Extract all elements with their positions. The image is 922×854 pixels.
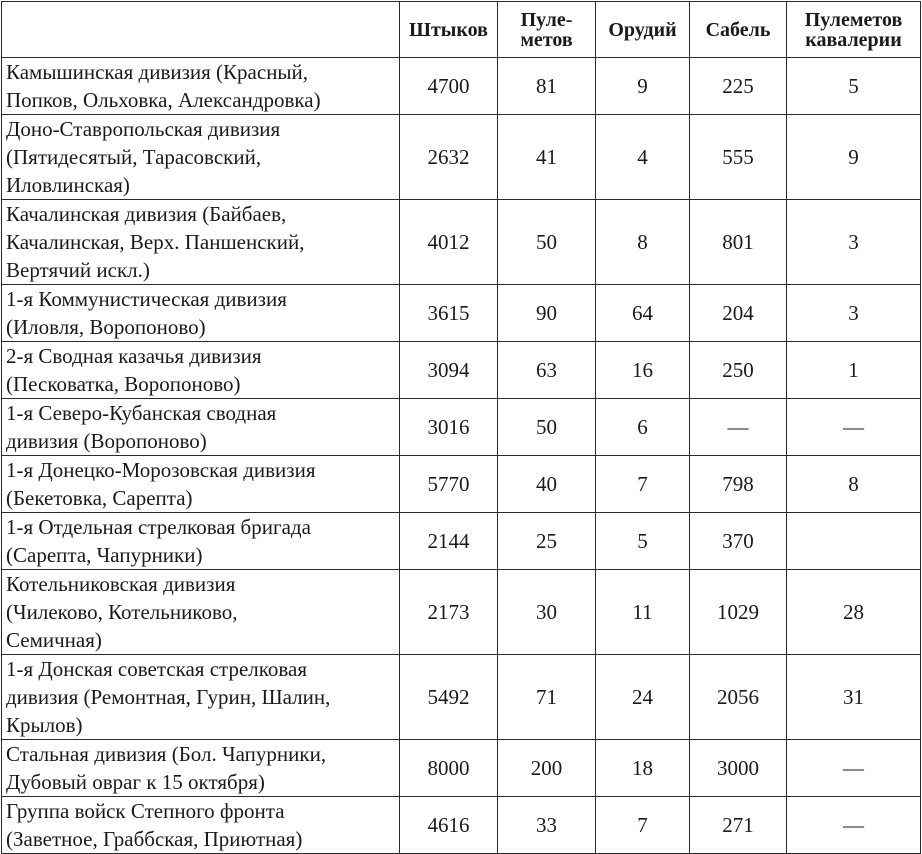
cavalry-mg-cell: 31 [787,655,921,740]
machine-guns-cell: 200 [498,740,596,797]
machine-guns-cell: 40 [498,456,596,513]
table-row [2,570,921,655]
unit-name: Камышинская дивизия (Красный, Попков, Ольховка, Александровка) [2,58,400,115]
unit-name: 1-я Северо-Кубанская сводная дивизия (Воропоново) [2,399,400,456]
machine-guns-cell: 81 [498,58,596,115]
sabers-cell: 3000 [690,740,787,797]
sabers-cell: 271 [690,797,787,854]
bayonets-cell: 5492 [400,655,498,740]
table-row [2,797,921,854]
bayonets-cell: 8000 [400,740,498,797]
table-row [2,200,921,285]
guns-cell: 6 [596,399,690,456]
bayonets-cell: 4616 [400,797,498,854]
table-row [2,399,921,456]
machine-guns-cell: 71 [498,655,596,740]
cavalry-mg-cell: 1 [787,342,921,399]
guns-cell: 16 [596,342,690,399]
sabers-cell: 798 [690,456,787,513]
guns-cell: 11 [596,570,690,655]
sabers-cell: 370 [690,513,787,570]
header-unit [2,2,400,58]
cavalry-mg-cell: — [787,797,921,854]
unit-name: Стальная дивизия (Бол. Чапурники, Дубовый овраг к 15 октября) [2,740,400,797]
table-row [2,342,921,399]
unit-name: Котельниковская дивизия (Чилеково, Котельниково, Семичная) [2,570,400,655]
bayonets-cell: 2173 [400,570,498,655]
guns-cell: 8 [596,200,690,285]
guns-cell: 7 [596,797,690,854]
bayonets-cell: 5770 [400,456,498,513]
sabers-cell: 204 [690,285,787,342]
table-row [2,513,921,570]
table-row [2,58,921,115]
sabers-cell: 2056 [690,655,787,740]
sabers-cell: 555 [690,115,787,200]
machine-guns-cell: 63 [498,342,596,399]
machine-guns-cell: 25 [498,513,596,570]
unit-name: 2-я Сводная казачья дивизия (Песковатка, Воропоново) [2,342,400,399]
bayonets-cell: 2632 [400,115,498,200]
guns-cell: 18 [596,740,690,797]
sabers-cell: 225 [690,58,787,115]
machine-guns-cell: 33 [498,797,596,854]
cavalry-mg-cell: 3 [787,200,921,285]
guns-cell: 5 [596,513,690,570]
unit-name: 1-я Донецко-Морозовская дивизия (Бекетовка, Сарепта) [2,456,400,513]
sabers-cell: 1029 [690,570,787,655]
unit-name: 1-я Донская советская стрелковая дивизия (Ремонтная, Гурин, Шалин, Крылов) [2,655,400,740]
header-machine-guns: Пуле- метов [498,2,596,58]
sabers-cell: — [690,399,787,456]
machine-guns-cell: 50 [498,399,596,456]
guns-cell: 7 [596,456,690,513]
header-bayonets: Штыков [400,2,498,58]
guns-cell: 64 [596,285,690,342]
forces-table [1,1,921,854]
table-row [2,655,921,740]
sabers-cell: 250 [690,342,787,399]
bayonets-cell: 3094 [400,342,498,399]
cavalry-mg-cell: — [787,399,921,456]
table-row [2,285,921,342]
machine-guns-cell: 50 [498,200,596,285]
machine-guns-cell: 90 [498,285,596,342]
bayonets-cell: 2144 [400,513,498,570]
header-sabers: Сабель [690,2,787,58]
cavalry-mg-cell: 28 [787,570,921,655]
cavalry-mg-cell: — [787,740,921,797]
unit-name: 1-я Отдельная стрелковая бригада (Сарепта, Чапурники) [2,513,400,570]
cavalry-mg-cell: 5 [787,58,921,115]
header-row [2,2,921,58]
machine-guns-cell: 41 [498,115,596,200]
cavalry-mg-cell [787,513,921,570]
table-row [2,456,921,513]
unit-name: Группа войск Степного фронта (Заветное, Граббская, Приютная) [2,797,400,854]
bayonets-cell: 4700 [400,58,498,115]
guns-cell: 24 [596,655,690,740]
table-row [2,115,921,200]
cavalry-mg-cell: 9 [787,115,921,200]
unit-name: Доно-Ставропольская дивизия (Пятидесятый, Тарасовский, Иловлинская) [2,115,400,200]
header-cavalry-mg: Пулеметов кавалерии [787,2,921,58]
unit-name: Качалинская дивизия (Байбаев, Качалинская, Верх. Паншенский, Вертячий искл.) [2,200,400,285]
unit-name: 1-я Коммунистическая дивизия (Иловля, Воропоново) [2,285,400,342]
bayonets-cell: 3016 [400,399,498,456]
table-row [2,740,921,797]
bayonets-cell: 3615 [400,285,498,342]
guns-cell: 9 [596,58,690,115]
cavalry-mg-cell: 8 [787,456,921,513]
header-guns: Орудий [596,2,690,58]
sabers-cell: 801 [690,200,787,285]
guns-cell: 4 [596,115,690,200]
machine-guns-cell: 30 [498,570,596,655]
bayonets-cell: 4012 [400,200,498,285]
cavalry-mg-cell: 3 [787,285,921,342]
